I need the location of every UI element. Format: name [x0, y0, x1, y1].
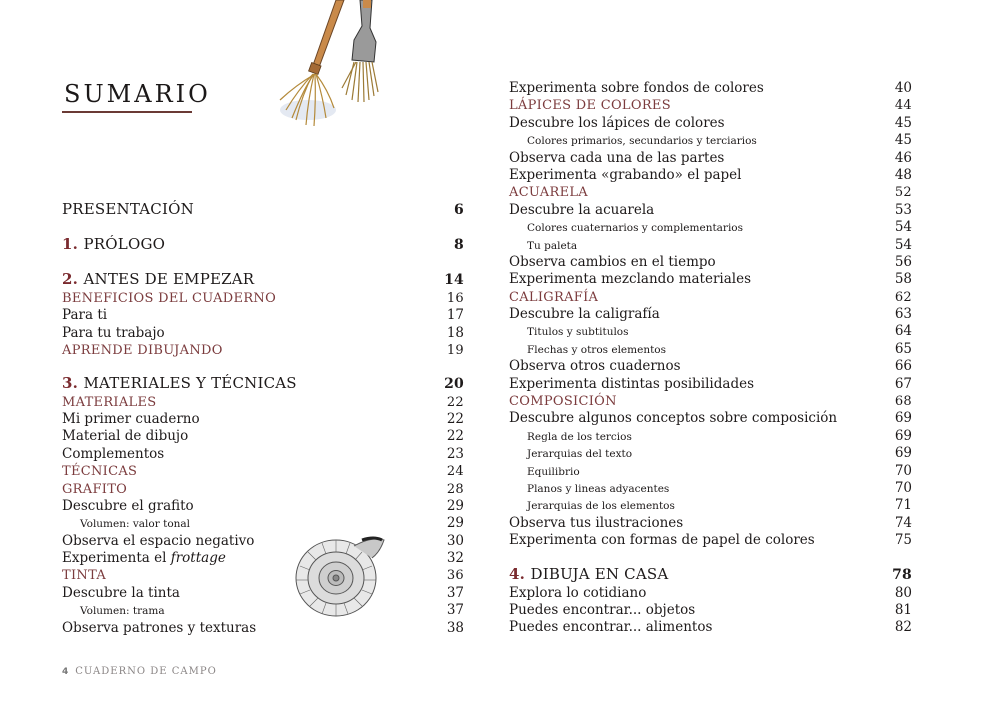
chapter-number: 2. [62, 270, 79, 288]
toc-entry[interactable] [62, 533, 464, 550]
page-number: 8 [454, 237, 464, 253]
entry-label: Titulos y subtitulos [527, 326, 629, 339]
entry-label-italic: frottage [170, 550, 226, 567]
entry-label: Observa cada una de las partes [509, 149, 725, 166]
toc-subentry[interactable] [62, 515, 464, 532]
chapter-number: 3. [62, 373, 79, 392]
toc-chapter-1[interactable] [62, 233, 464, 255]
entry-label: LÁPICES DE COLORES [509, 98, 671, 114]
toc-subentry[interactable] [509, 445, 912, 462]
toc-chapter-2[interactable] [62, 268, 464, 290]
toc-entry[interactable] [509, 532, 912, 549]
page-number: 6 [454, 202, 464, 218]
page-number: 14 [444, 272, 464, 288]
chapter-label: PRESENTACIÓN [62, 200, 194, 218]
entry-label [62, 550, 226, 567]
entry-label: Experimenta sobre fondos de colores [509, 80, 764, 96]
page-number: 23 [446, 445, 464, 462]
footer-page-number: 4 [62, 667, 70, 677]
page-number: 82 [894, 619, 912, 636]
entry-label-text: Experimenta el [62, 550, 171, 567]
entry-label: Experimenta con formas de papel de colores [509, 532, 815, 549]
toc-entry[interactable] [509, 167, 912, 184]
page-number: 36 [446, 568, 464, 584]
entry-label: Jerarquias de los elementos [527, 500, 675, 513]
page-number: 17 [446, 307, 464, 324]
page-number: 28 [446, 481, 464, 497]
entry-label: Observa otros cuadernos [509, 358, 681, 375]
entry-label: Para tu trabajo [62, 324, 165, 341]
toc-section[interactable] [62, 567, 464, 584]
entry-label: Jerarquias del texto [527, 448, 633, 461]
toc-entry[interactable] [509, 515, 912, 532]
page-number: 63 [894, 306, 912, 323]
page-title: SUMARIO [64, 80, 211, 108]
chapter-label: DIBUJA EN CASA [530, 564, 669, 583]
page-number: 71 [894, 497, 912, 514]
toc-section[interactable] [62, 463, 464, 480]
page-number: 29 [446, 515, 464, 532]
toc-subentry[interactable] [509, 497, 912, 514]
page-number: 69 [894, 427, 912, 444]
page-number: 53 [894, 201, 912, 218]
toc-subentry[interactable] [509, 132, 912, 149]
toc-entry[interactable] [509, 150, 912, 167]
toc-entry[interactable] [509, 271, 912, 288]
page-number: 48 [894, 166, 912, 183]
toc-section[interactable] [62, 290, 464, 307]
toc-entry[interactable] [62, 307, 464, 324]
toc-right-column [509, 80, 912, 637]
toc-subentry[interactable] [509, 237, 912, 254]
page-number: 65 [894, 340, 912, 357]
page-number: 45 [894, 114, 912, 131]
entry-label: Descubre los lápices de colores [509, 114, 725, 131]
entry-label: Mi primer cuaderno [62, 410, 200, 427]
toc-entry[interactable] [509, 585, 912, 602]
page-number: 45 [894, 132, 912, 149]
toc-entry[interactable] [509, 306, 912, 323]
toc-section[interactable] [62, 394, 464, 411]
page-number: 44 [894, 98, 912, 114]
toc-entry[interactable] [62, 585, 464, 602]
toc-entry[interactable] [509, 602, 912, 619]
entry-label: Observa cambios en el tiempo [509, 253, 716, 270]
page-number: 46 [894, 149, 912, 166]
page-number: 19 [446, 343, 464, 359]
page-number: 69 [894, 410, 912, 427]
toc-left-column [62, 198, 464, 637]
chapter-label: PRÓLOGO [83, 235, 166, 253]
page-number: 68 [894, 394, 912, 410]
ammonite-shell-illustration [292, 528, 388, 620]
toc-entry[interactable] [62, 428, 464, 445]
entry-label: TINTA [62, 568, 107, 584]
entry-label: Para ti [62, 307, 108, 324]
page-number: 37 [446, 602, 464, 619]
toc-section[interactable] [509, 393, 912, 410]
entry-label: MATERIALES [62, 394, 157, 410]
toc-subentry[interactable] [509, 341, 912, 358]
toc-entry[interactable] [509, 410, 912, 427]
entry-label: Flechas y otros elementos [527, 343, 667, 356]
toc-entry[interactable] [62, 498, 464, 515]
toc-subentry[interactable] [509, 219, 912, 236]
toc-section[interactable] [509, 97, 912, 114]
entry-label: Planos y lineas adyacentes [527, 482, 670, 495]
entry-label: Volumen: trama [80, 605, 165, 618]
page-number: 62 [894, 289, 912, 305]
entry-label: APRENDE DIBUJANDO [62, 343, 223, 359]
entry-label: Volumen: valor tonal [80, 518, 191, 531]
entry-label: Explora lo cotidiano [509, 584, 647, 601]
page-number: 70 [894, 479, 912, 496]
page-number: 24 [446, 464, 464, 480]
page-number: 74 [894, 514, 912, 531]
toc-entry[interactable] [509, 254, 912, 271]
entry-label: Material de dibujo [62, 428, 189, 445]
chapter-label: MATERIALES Y TÉCNICAS [83, 373, 297, 392]
page-number: 38 [446, 619, 464, 636]
entry-label: Equilibrio [527, 465, 580, 478]
toc-entry[interactable] [509, 80, 912, 97]
toc-subentry[interactable] [509, 463, 912, 480]
page-number: 16 [446, 291, 464, 306]
entry-label: CALIGRAFÍA [509, 289, 599, 305]
page-number: 64 [894, 323, 912, 340]
page-number: 32 [446, 550, 464, 567]
chapter-number: 1. [62, 235, 79, 253]
entry-label: Experimenta «grabando» el papel [509, 166, 742, 183]
toc-entry-presentacion[interactable] [62, 198, 464, 220]
toc-subentry[interactable] [509, 323, 912, 340]
page-number: 22 [446, 410, 464, 427]
entry-label: Descubre la acuarela [509, 201, 655, 218]
entry-label: Observa patrones y texturas [62, 619, 257, 636]
entry-label: Descubre el grafito [62, 497, 194, 514]
page-number: 81 [894, 601, 912, 618]
entry-label: Colores primarios, secundarios y terciarios [527, 135, 757, 148]
entry-label: Tu paleta [527, 239, 578, 252]
page-number: 37 [446, 584, 464, 601]
page-number: 20 [444, 375, 464, 392]
toc-entry[interactable] [509, 358, 912, 375]
toc-entry[interactable] [62, 411, 464, 428]
entry-label: Descubre la tinta [62, 584, 180, 601]
page-number: 58 [894, 271, 912, 288]
page-number: 54 [894, 219, 912, 236]
toc-section[interactable] [62, 342, 464, 359]
entry-label: Experimenta mezclando materiales [509, 271, 752, 288]
entry-label: Puedes encontrar... alimentos [509, 619, 713, 636]
page-number: 29 [446, 497, 464, 514]
entry-label: Colores cuaternarios y complementarios [527, 222, 744, 235]
toc-entry[interactable] [62, 325, 464, 342]
page-number: 80 [894, 584, 912, 601]
entry-label: Observa el espacio negativo [62, 532, 255, 549]
toc-subentry[interactable] [509, 480, 912, 497]
page-number: 66 [894, 358, 912, 375]
page-number: 22 [446, 394, 464, 410]
page-number: 40 [894, 80, 912, 96]
page-number: 18 [446, 324, 464, 341]
entry-label: Observa tus ilustraciones [509, 514, 684, 531]
page-footer [62, 666, 217, 677]
entry-label: GRAFITO [62, 481, 128, 497]
page-number: 54 [894, 236, 912, 253]
toc-section[interactable] [62, 481, 464, 498]
toc-subentry[interactable] [62, 602, 464, 619]
entry-label: Puedes encontrar... objetos [509, 601, 696, 618]
toc-entry[interactable] [509, 619, 912, 636]
toc-section[interactable] [509, 289, 912, 306]
chapter-number: 4. [509, 564, 526, 583]
toc-section[interactable] [509, 184, 912, 201]
entry-label: Complementos [62, 445, 165, 462]
title-underline [62, 111, 192, 113]
toc-entry[interactable] [62, 620, 464, 637]
toc-entry[interactable] [509, 202, 912, 219]
page-number: 22 [446, 428, 464, 445]
entry-label: BENEFICIOS DEL CUADERNO [62, 291, 277, 306]
paintbrushes-illustration [268, 0, 398, 135]
footer-running-title: CUADERNO DE CAMPO [75, 666, 217, 677]
page-number: 69 [894, 445, 912, 462]
toc-entry[interactable] [509, 115, 912, 132]
toc-entry[interactable] [509, 376, 912, 393]
page-number: 75 [894, 532, 912, 549]
page-number: 52 [894, 185, 912, 201]
entry-label: Descubre la caligrafía [509, 306, 660, 323]
entry-label: COMPOSICIÓN [509, 394, 617, 410]
toc-entry[interactable] [62, 446, 464, 463]
toc-chapter-3[interactable] [62, 372, 464, 394]
page-number: 30 [446, 532, 464, 549]
toc-entry[interactable] [62, 550, 464, 567]
page-number: 70 [894, 462, 912, 479]
page-number: 67 [894, 375, 912, 392]
toc-subentry[interactable] [509, 428, 912, 445]
page-number: 78 [892, 566, 912, 583]
entry-label: ACUARELA [509, 185, 588, 201]
entry-label: Regla de los tercios [527, 430, 632, 443]
page-number: 56 [894, 253, 912, 270]
entry-label: TÉCNICAS [62, 464, 138, 480]
chapter-label: ANTES DE EMPEZAR [83, 270, 255, 288]
entry-label: Experimenta distintas posibilidades [509, 375, 754, 392]
toc-chapter-4[interactable] [509, 563, 912, 585]
entry-label: Descubre algunos conceptos sobre composición [509, 410, 838, 427]
